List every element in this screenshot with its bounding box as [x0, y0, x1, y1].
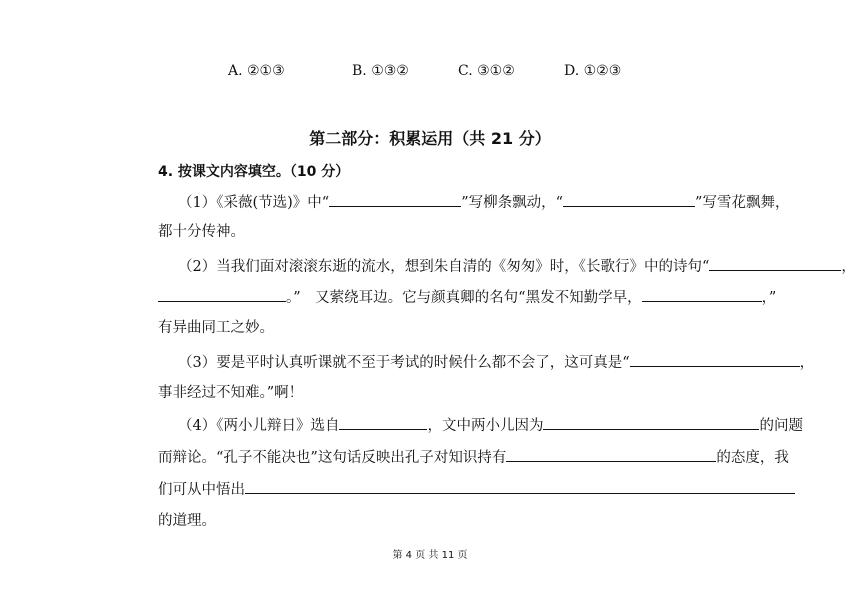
item2-text-3: 。” 又萦绕耳边。它与颜真卿的名句“黑发不知勤学早，	[286, 290, 642, 306]
answer-blank[interactable]	[158, 287, 286, 302]
item4-text-2: ，文中两小儿因为	[427, 418, 544, 434]
item4-text-5: 的态度，我	[716, 450, 789, 466]
item4-line1	[178, 415, 803, 436]
answer-blank[interactable]	[339, 415, 427, 430]
item4-line4	[158, 511, 216, 531]
item3-text-3: 事非经过不知难。”啊！	[158, 385, 304, 401]
item4-text-6: 们可从中悟出	[158, 482, 245, 498]
item4-text-3: 的问题	[759, 418, 803, 434]
answer-blank[interactable]	[543, 415, 759, 430]
item2-text-4: ，”	[761, 290, 777, 306]
item2-text-5: 有异曲同工之妙。	[158, 320, 274, 336]
section-title: 第二部分：积累运用（共 21 分）	[309, 129, 551, 148]
answer-blank[interactable]	[642, 287, 762, 302]
page-footer: 第 4 页 共 11 页	[392, 550, 468, 561]
item2-text-1: （2）当我们面对滚滚东逝的流水，想到朱自清的《匆匆》时，《长歌行》中的诗句“	[178, 259, 710, 275]
answer-blank[interactable]	[506, 447, 716, 462]
answer-blank[interactable]	[709, 256, 841, 271]
option-c: C. ③①②	[458, 63, 515, 79]
item4-text-4: 而辩论。“孔子不能决也”这句话反映出孔子对知识持有	[158, 450, 507, 466]
item1-line2	[158, 222, 245, 242]
item4-line3	[158, 479, 795, 500]
option-b: B. ①③②	[352, 63, 409, 79]
item4-line2	[158, 447, 789, 468]
answer-blank[interactable]	[245, 479, 795, 494]
item4-text-1: （4）《两小儿辩日》选自	[178, 418, 340, 434]
item3-line1	[178, 352, 814, 373]
option-a: A. ②①③	[228, 63, 285, 79]
item2-line1	[178, 256, 856, 277]
item2-line2	[158, 287, 776, 308]
question-heading: 4. 按课文内容填空。（10 分）	[158, 164, 350, 180]
item1-text-4: 都十分传神。	[158, 224, 245, 240]
item2-line3	[158, 318, 274, 338]
option-d: D. ①②③	[564, 63, 622, 79]
item1-text-3: ”写雪花飘舞，	[695, 195, 790, 211]
item2-text-2: ，	[841, 259, 856, 275]
item3-text-2: ，	[799, 355, 815, 371]
item3-text-1: （3）要是平时认真听课就不至于考试的时候什么都不会了，这可真是“	[178, 355, 630, 371]
answer-blank[interactable]	[630, 352, 800, 367]
answer-blank[interactable]	[329, 192, 461, 207]
item1-text-2: ”写柳条飘动，“	[461, 195, 564, 211]
answer-blank[interactable]	[563, 192, 695, 207]
item1-text-1: （1）《采薇(节选)》中“	[178, 195, 330, 211]
item1-line1	[178, 192, 789, 213]
item3-line2	[158, 383, 303, 403]
item4-text-7: 的道理。	[158, 513, 216, 529]
